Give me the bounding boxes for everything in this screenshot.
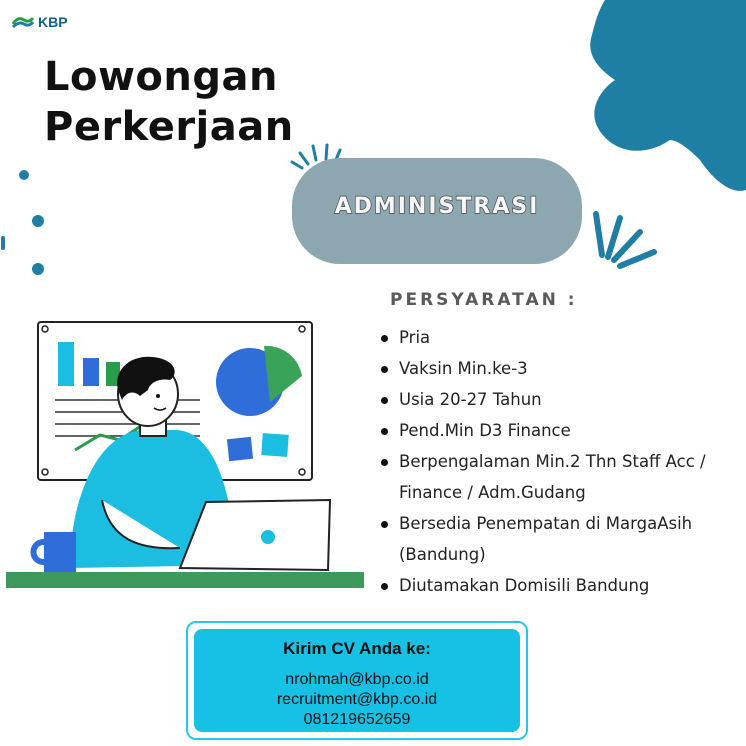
title-line-2: Perkerjaan — [44, 104, 294, 150]
contact-phone[interactable]: 081219652659 — [303, 711, 411, 728]
requirement-item: Usia 20-27 Tahun — [381, 384, 731, 415]
requirements-list — [381, 322, 731, 601]
title-line-1: Lowongan — [44, 54, 278, 100]
contact-email-recruitment[interactable]: recruitment@kbp.co.id — [276, 691, 438, 708]
contact-heading: Kirim CV Anda ke: — [283, 639, 431, 658]
company-logo — [12, 14, 68, 30]
logo-text: KBP — [38, 14, 68, 30]
requirement-item: Diutamakan Domisili Bandung — [381, 570, 731, 601]
position-label: ADMINISTRASI — [334, 194, 540, 219]
position-badge — [292, 158, 582, 264]
contact-email-primary[interactable]: nrohmah@kbp.co.id — [285, 671, 429, 688]
page-title — [44, 52, 294, 152]
contact-box — [186, 621, 528, 740]
requirement-item: Bersedia Penempatan di MargaAsih (Bandung) — [381, 508, 731, 570]
requirement-item: Berpengalaman Min.2 Thn Staff Acc / Finance / Adm.Gudang — [381, 446, 731, 508]
contact-box-inner — [194, 629, 520, 732]
kbp-logo-icon — [12, 14, 34, 30]
requirement-item: Vaksin Min.ke-3 — [381, 353, 731, 384]
requirements-heading: PERSYARATAN : — [390, 290, 578, 310]
requirement-item: Pend.Min D3 Finance — [381, 415, 731, 446]
office-worker-illustration — [0, 310, 370, 595]
requirement-item: Pria — [381, 322, 731, 353]
